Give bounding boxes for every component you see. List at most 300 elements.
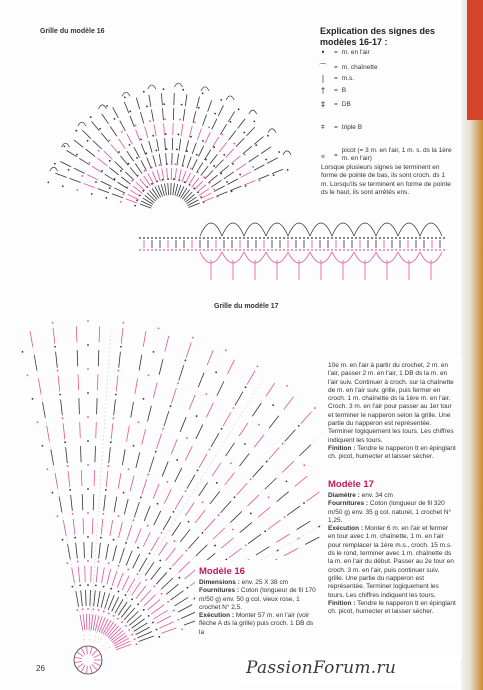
stitch-mark [269, 416, 279, 429]
chain-dot [196, 154, 198, 156]
chain-dot [239, 249, 241, 251]
stitch-mark [216, 192, 227, 196]
stitch-mark [157, 170, 160, 182]
stitch-mark [204, 150, 210, 160]
stitch-mark [219, 143, 226, 152]
chain-dot [215, 237, 217, 239]
model17-text [328, 492, 456, 616]
chain-dot [245, 185, 247, 187]
stitch-mark [249, 155, 259, 162]
chain-dot [151, 237, 153, 239]
grid-17-label: Grille du modèle 17 [214, 303, 279, 310]
chain-dot [231, 237, 233, 239]
chain-dot [202, 92, 204, 94]
chain-dot [98, 609, 100, 611]
chain-dot [118, 515, 120, 517]
chain-dot [311, 237, 313, 239]
chain-dot [81, 175, 83, 177]
chain-dot [267, 237, 269, 239]
stitch-mark [136, 452, 140, 468]
stitch-mark [241, 172, 252, 178]
chain-dot [315, 237, 317, 239]
chain-dot [371, 249, 373, 251]
stitch-mark [111, 423, 113, 439]
chain-dot [319, 249, 321, 251]
chain-dot [118, 591, 120, 593]
stitch-mark [68, 471, 70, 487]
stitch-mark [106, 544, 109, 560]
chain-dot [159, 237, 161, 239]
stitch-mark [61, 399, 63, 415]
stitch-mark [210, 491, 220, 504]
chain-dot [176, 148, 178, 150]
stitch-mark [114, 188, 125, 193]
chain-dot [109, 160, 111, 162]
picot-mark [249, 110, 257, 114]
chain-dot [439, 249, 441, 251]
legend-item-label: picot (= 3 m. en l'air, 1 m. s. ds la 1ère m. en l'air) [341, 147, 452, 162]
chain-dot [151, 183, 153, 185]
chain-dot [121, 131, 123, 133]
chain-dot [431, 237, 433, 239]
chain-dot [128, 629, 130, 631]
stitch-mark [166, 153, 167, 165]
stitch-mark [94, 470, 95, 486]
stitch-mark [67, 150, 77, 156]
chain-dot [62, 539, 64, 541]
stitch-mark [136, 586, 146, 599]
stitch-mark [175, 468, 182, 482]
chain-dot [343, 237, 345, 239]
stitch-mark [149, 141, 152, 153]
stitch-mark [104, 151, 113, 159]
stitch-mark [239, 454, 249, 467]
chain-dot [327, 237, 329, 239]
chain-dot [411, 237, 413, 239]
chain-dot [176, 459, 178, 461]
stitch-mark [206, 403, 213, 417]
model16-text [199, 579, 319, 637]
chain-dot [156, 629, 158, 631]
chain-dot [181, 104, 183, 106]
chain-dot [190, 168, 192, 170]
picot-icon: ℴ [321, 150, 325, 160]
chain-dot [87, 560, 89, 562]
stitch-mark [261, 147, 271, 154]
scallop-mark [200, 223, 222, 236]
chain-dot [253, 120, 255, 122]
stitch-mark [154, 511, 161, 525]
chain-dot [268, 497, 270, 499]
legend-item [316, 62, 378, 73]
chain-dot [77, 561, 79, 563]
stitch-mark [284, 548, 298, 556]
picot-mark [122, 92, 130, 96]
stitch-mark [92, 166, 102, 172]
stitch-mark [295, 476, 307, 486]
stitch-mark [305, 537, 319, 545]
chain-dot [87, 368, 89, 370]
stitch-mark [151, 537, 159, 551]
chain-dot [259, 180, 261, 182]
chain-dot [221, 428, 223, 430]
chain-dot [87, 344, 89, 346]
picot-mark [148, 85, 156, 89]
chain-dot [278, 151, 280, 153]
chain-dot [331, 249, 333, 251]
chain-dot [181, 629, 183, 631]
chain-dot [395, 237, 397, 239]
chain-dot [89, 162, 91, 164]
stitch-mark [87, 646, 88, 654]
stitch-mark [58, 376, 60, 392]
stitch-mark [69, 178, 80, 182]
chain-dot [311, 249, 313, 251]
chain-dot [435, 249, 437, 251]
stitch-mark [90, 590, 91, 606]
stitch-mark [297, 521, 311, 529]
chain-dot [152, 135, 154, 137]
model16-dim-label: Dimensions : [199, 579, 240, 586]
legend-item [316, 48, 370, 57]
stitch-mark [165, 138, 166, 150]
chain-dot [205, 393, 207, 395]
stitch-mark [187, 197, 197, 204]
stitch-mark [231, 156, 240, 164]
stitch-mark [132, 619, 145, 628]
chain-dot [123, 492, 125, 494]
chain-dot [435, 237, 437, 239]
chain-dot [110, 588, 112, 590]
stitch-mark [74, 140, 83, 147]
stitch-mark [239, 423, 248, 436]
stitch-mark [212, 463, 221, 476]
chain-dot [295, 249, 297, 251]
stitch-mark [188, 200, 199, 206]
stitch-mark [157, 616, 171, 624]
chain-dot [118, 370, 120, 372]
chain-dot [162, 428, 164, 430]
chain-dot [323, 249, 325, 251]
stitch-mark [113, 546, 117, 562]
stitch-mark [116, 376, 118, 392]
stitch-mark [162, 169, 164, 181]
stitch-mark [254, 435, 264, 448]
chain-dot [136, 643, 138, 645]
chain-dot [379, 249, 381, 251]
legend-item [316, 122, 362, 132]
stitch-mark [78, 374, 79, 390]
chain-dot [363, 249, 365, 251]
stitch-mark [71, 495, 73, 511]
stitch-mark [166, 584, 178, 594]
chain-dot [101, 170, 103, 172]
chain-dot [287, 237, 289, 239]
chain-dot [202, 140, 204, 142]
chain-dot [252, 166, 254, 168]
stitch-mark [217, 381, 224, 395]
chain-dot [273, 174, 275, 176]
stitch-mark [98, 189, 109, 193]
chain-dot [108, 562, 110, 564]
legend-equals: = [334, 101, 338, 108]
chain-dot [167, 237, 169, 239]
stitch-mark [73, 519, 75, 535]
chain-dot [76, 609, 78, 611]
stitch-mark [132, 582, 141, 595]
chain-dot [139, 249, 141, 251]
chain-dot [125, 594, 127, 596]
chain-dot [243, 249, 245, 251]
stitch-mark [185, 194, 194, 202]
stitch-mark [82, 494, 83, 510]
chain-dot [403, 237, 405, 239]
chain-dot [271, 249, 273, 251]
model16-dim: env. 25 X 38 cm [241, 579, 289, 586]
chain-dot [264, 530, 266, 532]
chain-dot [128, 468, 130, 470]
stitch-mark [101, 592, 105, 608]
chain-dot [57, 515, 59, 517]
stitch-mark [164, 183, 166, 195]
chain-dot [163, 237, 165, 239]
chain-dot [72, 586, 74, 588]
chain-dot [87, 392, 89, 394]
stitch-mark [97, 591, 100, 607]
chain-dot [314, 407, 316, 409]
chain-dot [411, 249, 413, 251]
chain-dot [233, 407, 235, 409]
stitch-mark [130, 168, 138, 177]
chain-dot [52, 492, 54, 494]
stitch-mark [119, 139, 126, 149]
stitch-mark [159, 154, 161, 166]
stitch-mark [183, 109, 185, 121]
legend-equals: = [334, 75, 338, 82]
model16-four: Coton (longueur de fil 170 m/50 g) env. 50 g col. vieux rose, 1 crochet N° 2,5. [199, 587, 316, 611]
chain-dot [194, 121, 196, 123]
chain-dot [335, 249, 337, 251]
stitch-mark [185, 502, 194, 515]
legend-item-label: m. chaînette [341, 64, 378, 71]
chain-dot [155, 451, 157, 453]
chain-dot [279, 249, 281, 251]
chain-dot [403, 249, 405, 251]
chain-dot [287, 169, 289, 171]
chain-dot [191, 249, 193, 251]
chain-dot [69, 489, 71, 491]
chain-dot [140, 496, 142, 498]
chain-dot [347, 237, 349, 239]
stitch-mark [141, 112, 144, 124]
chain-dot [184, 360, 186, 362]
arc-icon: ⌒ [319, 63, 327, 72]
stitch-mark [56, 352, 58, 368]
chain-dot [171, 249, 173, 251]
chain-dot [415, 237, 417, 239]
chain-dot [383, 249, 385, 251]
chain-dot [99, 128, 101, 130]
chain-dot [203, 237, 205, 239]
chain-dot [127, 569, 129, 571]
chain-dot [250, 479, 252, 481]
stitch-mark [143, 198, 153, 204]
chain-dot [239, 174, 241, 176]
chain-dot [87, 320, 89, 322]
stitch-mark [212, 119, 217, 130]
stitch-mark [118, 473, 121, 489]
stitch-mark [154, 610, 168, 618]
chain-dot [157, 503, 159, 505]
picot-mark [283, 151, 291, 155]
stitch-mark [285, 430, 296, 442]
scallop-mark [420, 223, 442, 236]
chain-dot [272, 404, 274, 406]
stitch-mark [55, 173, 66, 177]
chain-dot [423, 237, 425, 239]
chain-dot [198, 107, 200, 109]
stitch-mark [99, 543, 101, 559]
chain-dot [230, 121, 232, 123]
chain-dot [173, 511, 175, 513]
chain-dot [76, 189, 78, 191]
chain-dot [62, 185, 64, 187]
chain-dot [145, 579, 147, 581]
scallop-mark [222, 223, 244, 236]
chain-dot [227, 237, 229, 239]
stitch-mark [181, 188, 187, 198]
db-stitch-icon: ‡ [321, 100, 325, 109]
chain-dot [68, 169, 70, 171]
chain-dot [105, 197, 107, 199]
chain-dot [263, 237, 265, 239]
chain-dot [192, 337, 194, 339]
continuation-finition-label: Finition : [328, 444, 356, 452]
legend-item [316, 86, 346, 95]
model16-four-label: Fournitures : [199, 587, 240, 595]
stitch-mark [178, 169, 181, 181]
stitch-mark [66, 447, 68, 463]
chain-dot [162, 179, 164, 181]
stitch-mark [211, 433, 219, 447]
stitch-mark [163, 516, 171, 530]
chain-dot [307, 237, 309, 239]
stitch-mark [230, 186, 241, 190]
chain-dot [195, 249, 197, 251]
chain-dot [54, 346, 56, 348]
stitch-mark [227, 360, 234, 374]
legend-item-label: triple B [341, 123, 363, 131]
stitch-mark [167, 168, 168, 180]
stitch-mark [207, 350, 213, 365]
chain-dot [187, 237, 189, 239]
model17-fin-label: Finition : [328, 599, 356, 607]
stitch-mark [147, 158, 151, 169]
chain-dot [115, 394, 117, 396]
stitch-mark [208, 100, 212, 111]
stitch-mark [81, 470, 82, 486]
chain-dot [223, 154, 225, 156]
chain-dot [118, 151, 120, 153]
chain-dot [283, 249, 285, 251]
chain-dot [170, 405, 172, 407]
stitch-mark [86, 149, 95, 156]
stitch-mark [144, 506, 150, 521]
stitch-mark [306, 492, 319, 501]
stitch-mark [87, 175, 98, 180]
chain-dot [291, 249, 293, 251]
legend-item-label: DB [341, 101, 351, 108]
dot-icon: • [320, 48, 326, 57]
chain-dot [147, 525, 149, 527]
legend-equals: = [334, 151, 338, 159]
chain-dot [90, 116, 92, 118]
chain-dot [415, 249, 417, 251]
chain-dot [203, 249, 205, 251]
chain-dot [191, 237, 193, 239]
stitch-mark [121, 156, 129, 165]
chain-dot [59, 394, 61, 396]
chain-dot [163, 88, 165, 90]
stitch-mark [189, 203, 200, 207]
chain-dot [439, 237, 441, 239]
chain-dot [155, 150, 157, 152]
legend-equals: = [334, 64, 338, 71]
stitch-mark [215, 160, 223, 169]
continuation-finition-text: Tendre le napperon tt en épinglant ch. picot, humecter et laisser sécher. [328, 444, 456, 461]
chain-dot [267, 135, 269, 137]
chain-dot [67, 465, 69, 467]
chain-dot [123, 322, 125, 324]
legend-title-line1: Explication des signes des [320, 26, 436, 36]
stitch-mark [87, 666, 88, 674]
chain-dot [359, 237, 361, 239]
stitch-mark [81, 590, 83, 606]
stitch-mark [185, 569, 197, 579]
chain-dot [175, 249, 177, 251]
scallop-mark [354, 223, 376, 236]
stitch-mark [60, 162, 71, 167]
chain-dot [133, 445, 135, 447]
stitch-mark [81, 665, 85, 672]
model17-four-label: Fournitures : [328, 500, 369, 508]
stitch-mark [254, 165, 265, 171]
chain-dot [110, 441, 112, 443]
stitch-mark [195, 510, 205, 523]
stitch-mark [211, 180, 221, 187]
stitch-mark [173, 183, 175, 195]
stitch-mark [121, 177, 130, 184]
stitch-mark [93, 654, 100, 657]
stitch-mark [94, 590, 96, 606]
stitch-mark [127, 134, 133, 145]
chain-dot [147, 249, 149, 251]
chain-dot [207, 249, 209, 251]
stitch-mark [126, 199, 137, 203]
chain-dot [423, 249, 425, 251]
chain-dot [54, 163, 56, 165]
chain-dot [103, 586, 105, 588]
stitch-mark [83, 614, 85, 630]
stitch-mark [153, 382, 157, 398]
chain-dot [134, 205, 136, 207]
stitch-mark [92, 122, 100, 131]
chain-dot [208, 126, 210, 128]
stitch-mark [98, 350, 99, 366]
stitch-mark [134, 623, 148, 631]
stitch-mark [92, 518, 93, 534]
chain-dot [367, 237, 369, 239]
